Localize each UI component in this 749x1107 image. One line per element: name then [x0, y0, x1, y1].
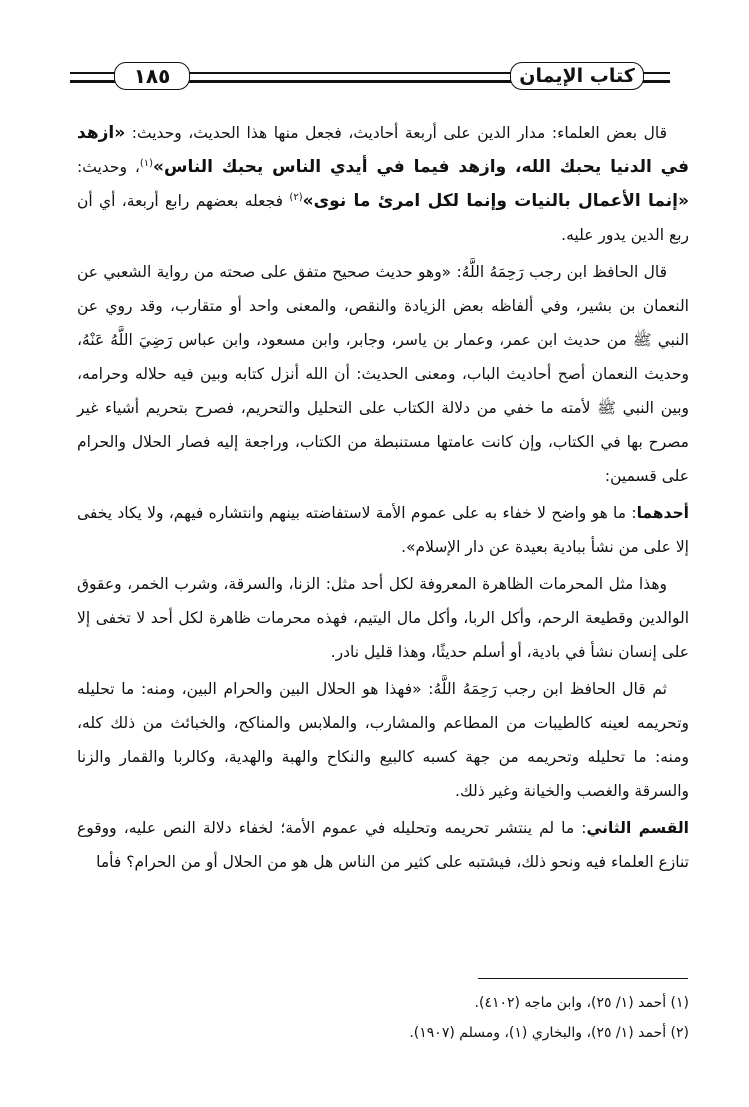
page-number: ١٨٥ [114, 62, 190, 90]
paragraph-3-text: : ما هو واضح لا خفاء به على عموم الأمة لاستفاضته بينهم وانتشاره فيهم، ولا يكاد يخفى إلا على من نشأ ببادية بعيدة عن دار الإسلام». [77, 504, 689, 556]
hadith-quote-2: «إنما الأعمال بالنيات وإنما لكل امرئ ما نوى» [302, 191, 689, 211]
footnote-ref-2: (٢) [289, 191, 303, 203]
page-header [70, 62, 670, 102]
paragraph-6-label: القسم الثاني [586, 819, 689, 837]
paragraph-1-text-a: قال بعض العلماء: مدار الدين على أربعة أحاديث، فجعل منها هذا الحديث، وحديث: [125, 124, 667, 142]
paragraph-1-text-c: فجعله بعضهم رابع أربعة، أي أن ربع الدين يدور عليه. [77, 192, 689, 244]
main-text [77, 116, 689, 879]
footnote-ref-1: (١) [139, 157, 154, 169]
paragraph-1-text-b: ، وحديث: [77, 158, 140, 176]
paragraph-3-label: أحدهما [636, 504, 689, 522]
paragraph-3 [77, 496, 689, 564]
paragraph-6 [77, 811, 689, 879]
paragraph-1 [77, 116, 689, 252]
footnote-1: (١) أحمد (١/ ٢٥)، وابن ماجه (٤١٠٢). [474, 995, 689, 1011]
footnote-2: (٢) أحمد (١/ ٢٥)، والبخاري (١)، ومسلم (١٩٠٧). [409, 1025, 689, 1041]
footnote-separator [478, 978, 688, 979]
paragraph-2: قال الحافظ ابن رجب رَحِمَهُ اللَّهُ: «وهو حديث صحيح متفق على صحته من رواية الشعبي عن النعمان بن بشير، وفي ألفاظه بعض الزيادة والنقص، والمعنى واحد أو متقارب، وقد روي عن النبي ﷺ من حديث ابن عمر، وعمار بن ياسر، وجابر، وابن مسعود، وابن عباس رَضِيَ اللَّهُ عَنْهُ، وحديث النعمان أصح أحاديث الباب، ومعنى الحديث: أن الله أنزل كتابه وبين فيه حلاله وحرامه، وبين النبي ﷺ لأمته ما خفي من دلالة الكتاب على التحليل والتحريم، فصرح بتحريم أشياء غير مصرح بها في الكتاب، وإن كانت عامتها مستنبطة من الكتاب، وراجعة إليه فصار الحلال والحرام على قسمين: [77, 263, 689, 485]
footnotes [77, 988, 689, 1048]
paragraph-6-text: : ما لم ينتشر تحريمه وتحليله في عموم الأمة؛ لخفاء دلالة النص عليه، ووقوع تنازع العلماء فيه ونحو ذلك، فيشتبه على كثير من الناس هل هو من الحلال أو من الحرام؟ فأما [77, 819, 689, 871]
paragraph-5: ثم قال الحافظ ابن رجب رَحِمَهُ اللَّهُ: «فهذا هو الحلال البين والحرام البين، ومنه: ما تحليله وتحريمه لعينه كالطيبات من المطاعم والمشارب، والملابس والمناكح، والخبائث من ذلك كله، ومنه: ما تحليله وتحريمه من جهة كسبه كالبيع والنكاح والهبة والهدية، وكالربا والقمار والزنا والسرقة والغصب والخيانة وغير ذلك. [77, 680, 689, 800]
book-title: كتاب الإيمان [510, 62, 644, 90]
paragraph-4: وهذا مثل المحرمات الظاهرة المعروفة لكل أحد مثل: الزنا، والسرقة، وشرب الخمر، وعقوق الوالدين وقطيعة الرحم، وأكل الربا، وأكل مال اليتيم، فهذه محرمات ظاهرة لكل أحد لا تخفى إلا على إنسان نشأ في بادية، أو أسلم حديثًا، وهذا قليل نادر. [77, 575, 689, 661]
hadith-quote-1: «ازهد في الدنيا يحبك الله، وازهد فيما في أيدي الناس يحبك الناس» [77, 123, 689, 177]
